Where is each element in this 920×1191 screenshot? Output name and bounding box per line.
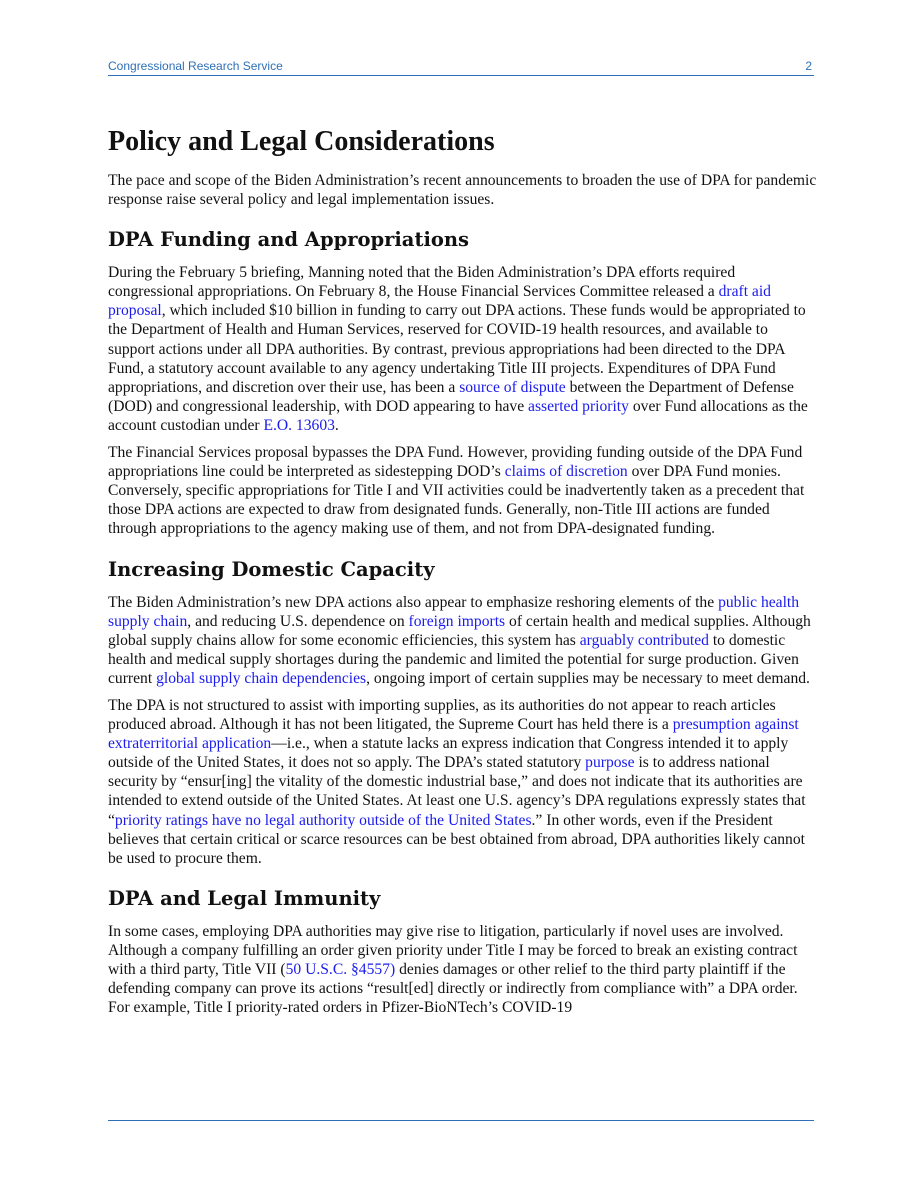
text-run: During the February 5 briefing, Manning noted that the Biden Administration’s DPA efforts required congressional appropriations. On February 8, the House Financial Services Committee released a bbox=[108, 264, 736, 301]
text-run: —i.e., when a statute lacks an express indication that Congress intended it to apply outside of the United States, it does not so apply. The DPA’s stated statutory bbox=[108, 735, 789, 772]
link-asserted-priority[interactable]: asserted priority bbox=[528, 397, 629, 415]
text-run: . bbox=[334, 416, 339, 434]
link-draft-aid-proposal[interactable]: draft aid proposal bbox=[108, 283, 771, 320]
document-body bbox=[108, 123, 818, 1025]
text-run: .” In other words, even if the President believes that certain critical or scarce resources can be best obtained from abroad, DPA authorities likely cannot be used to procure them. bbox=[108, 811, 805, 867]
link-public-health-supply-chain[interactable]: public health supply chain bbox=[108, 593, 800, 630]
paragraph-capacity-1 bbox=[108, 593, 818, 688]
section-title: Policy and Legal Considerations bbox=[108, 126, 495, 157]
text-run: , which included $10 billion in funding to carry out DPA actions. These funds would be appropriated to the Department of Health and Human Services, reserved for COVID-19 health resources, and available to support actions under all DPA authorities. By contrast, previous appropriations had been directed to the DPA Fund, a statutory account available to any agency undertaking Title III projects. Expenditures of DPA Fund appropriations, and discretion over their use, has been a bbox=[108, 302, 806, 396]
text-run: denies damages or other relief to the third party plaintiff if the defending company can prove its actions “result[ed] directly or indirectly from compliance with” a DPA order. For example, Title I priority-rated orders in Pfizer-BioNTech’s COVID-19 bbox=[108, 961, 798, 1017]
link-presumption-against-extraterritorial[interactable]: presumption against extraterritorial application bbox=[108, 716, 799, 753]
link-eo-13603[interactable]: E.O. 13603 bbox=[263, 416, 335, 434]
link-claims-of-discretion[interactable]: claims of discretion bbox=[504, 463, 628, 481]
text-run: to domestic health and medical supply shortages during the pandemic and limited the potential for surge production. Given current bbox=[108, 631, 799, 687]
text-run: between the Department of Defense (DOD) and congressional leadership, with DOD appearing to have bbox=[108, 378, 794, 415]
footer-divider bbox=[108, 1120, 814, 1121]
text-run: The Financial Services proposal bypasses the DPA Fund. However, providing funding outside of the DPA Fund appropriations line could be interpreted as sidestepping DOD’s bbox=[108, 444, 803, 481]
running-header bbox=[108, 58, 814, 76]
link-global-supply-chain-dependencies[interactable]: global supply chain dependencies bbox=[156, 669, 367, 687]
page-number: 2 bbox=[805, 59, 812, 73]
paragraph-funding-1 bbox=[108, 263, 818, 435]
link-purpose[interactable]: purpose bbox=[585, 754, 635, 772]
text-run: , and reducing U.S. dependence on bbox=[187, 612, 409, 630]
heading-legal-immunity: DPA and Legal Immunity bbox=[108, 886, 381, 910]
text-run: , ongoing import of certain supplies may be necessary to meet demand. bbox=[366, 669, 810, 687]
heading-dpa-funding: DPA Funding and Appropriations bbox=[108, 228, 470, 252]
paragraph-funding-2 bbox=[108, 443, 818, 538]
text-run: of certain health and medical supplies. Although global supply chains allow for some economic efficiencies, this system has bbox=[108, 612, 811, 649]
paragraph-capacity-2 bbox=[108, 696, 818, 868]
text-run: In some cases, employing DPA authorities may give rise to litigation, particularly if novel uses are involved. Although a company fulfilling an order given priority under Title I may be forced to break an existing contract with a third party, Title VII ( bbox=[108, 922, 798, 978]
link-foreign-imports[interactable]: foreign imports bbox=[408, 612, 506, 630]
link-arguably-contributed[interactable]: arguably contributed bbox=[579, 631, 709, 649]
header-organization: Congressional Research Service bbox=[108, 59, 283, 73]
text-run: The DPA is not structured to assist with importing supplies, as its authorities do not appear to reach articles produced abroad. Although it has not been litigated, the Supreme Court has held there is a bbox=[108, 696, 776, 734]
text-run: over Fund allocations as the account custodian under bbox=[108, 397, 808, 434]
text-run: over DPA Fund monies. Conversely, specific appropriations for Title I and VII activities could be inadvertently taken as a precedent that those DPA actions are expected to draw from designated funds. Generally, non-Title III actions are funded through appropriations to the agency making use of them, and not from DPA-designated funding. bbox=[108, 463, 805, 538]
text-run: is to address national security by “ensur[ing] the vitality of the domestic industrial base,” and does not indicate that its authorities are intended to extend outside of the United States. At least one U.S. agency’s DPA regulations expressly states that “ bbox=[108, 754, 806, 829]
text-run: The Biden Administration’s new DPA actions also appear to emphasize reshoring elements of the bbox=[108, 593, 719, 611]
paragraph-immunity-1 bbox=[108, 922, 818, 1017]
intro-paragraph: The pace and scope of the Biden Administration’s recent announcements to broaden the use of DPA for pandemic response raise several policy and legal implementation issues. bbox=[108, 172, 817, 209]
link-source-of-dispute[interactable]: source of dispute bbox=[459, 378, 566, 396]
link-50-usc-4557[interactable]: 50 U.S.C. §4557) bbox=[285, 961, 396, 978]
heading-domestic-capacity: Increasing Domestic Capacity bbox=[108, 557, 435, 581]
link-priority-ratings[interactable]: priority ratings have no legal authority outside of the United States bbox=[114, 811, 532, 829]
